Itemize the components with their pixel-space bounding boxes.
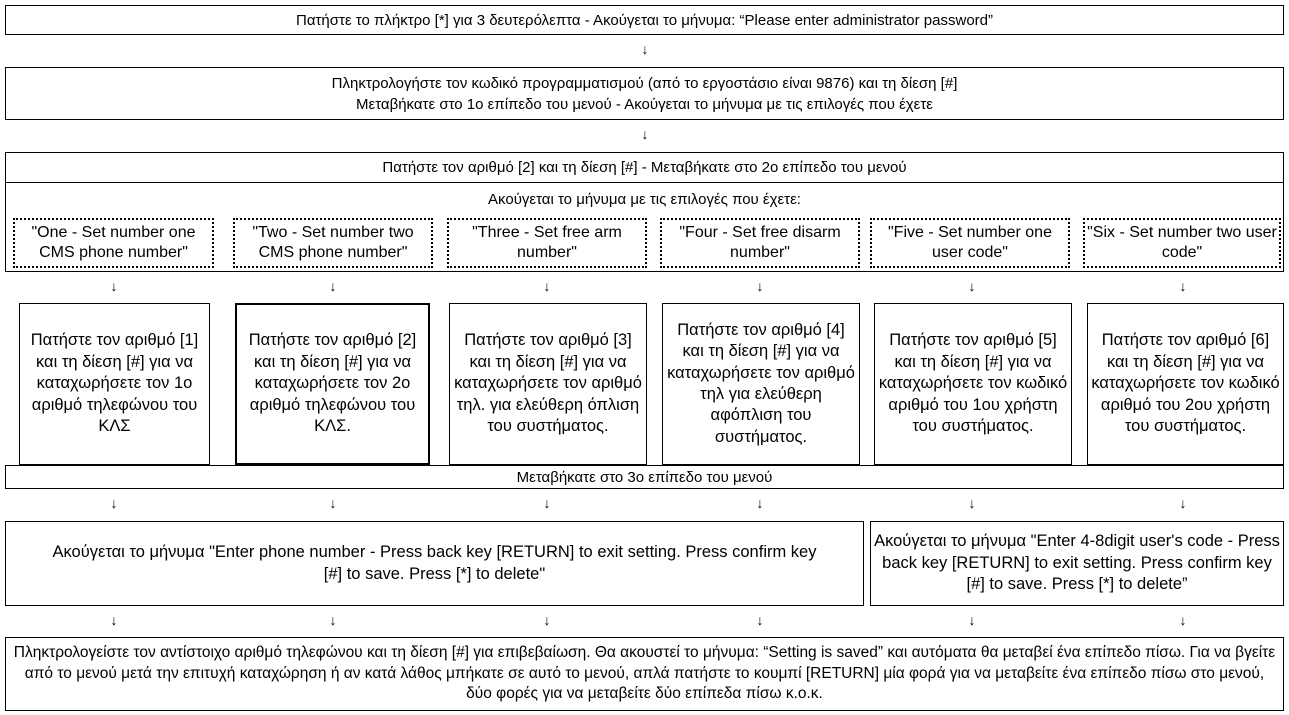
arrow-down-icon: ↓: [1179, 495, 1187, 511]
action-3-box: [449, 303, 647, 465]
arrow-down-icon: ↓: [543, 278, 551, 294]
arrow-down-icon: ↓: [756, 495, 764, 511]
user-prompt-box: [870, 521, 1284, 606]
phone-prompt-box: [5, 521, 864, 606]
action-4-text: Πατήστε τον αριθμό [4] και τη δίεση [#] για να καταχωρήσετε τον αριθμό τηλ για ελεύθερη αφόπλιση του συστήματος.: [667, 320, 855, 446]
arrow-down-icon: ↓: [110, 495, 118, 511]
arrow-down-icon: ↓: [641, 41, 649, 57]
arrow-down-icon: ↓: [968, 278, 976, 294]
final-box: [5, 637, 1284, 711]
arrow-down-icon: ↓: [1179, 612, 1187, 628]
step-2-line-2: Μεταβήκατε στο 1ο επίπεδο του μενού - Ακούγεται το μήνυμα με τις επιλογές που έχετε: [356, 95, 933, 113]
action-5-text: Πατήστε τον αριθμό [5] και τη δίεση [#] για να καταχωρήσετε τον κωδικό αριθμό του 1ου χρήστη του συστήματος.: [878, 331, 1068, 436]
action-6-box: [1087, 303, 1284, 465]
step-2-line-1: Πληκτρολογήστε τον κωδικό προγραμματισμού (από το εργοστάσιο είναι 9876) και τη δίεση [#]: [331, 74, 958, 92]
arrow-down-icon: ↓: [110, 278, 118, 294]
level-3-box: [5, 465, 1284, 489]
step-2-box: [5, 67, 1284, 120]
action-1-box: [19, 303, 210, 465]
option-5-text: "Five - Set number one user code": [888, 224, 1052, 261]
option-6-box: [1083, 218, 1281, 268]
arrow-down-icon: ↓: [110, 612, 118, 628]
arrow-down-icon: ↓: [329, 612, 337, 628]
option-2-text: "Two - Set number two CMS phone number": [252, 224, 414, 261]
options-header: Ακούγεται το μήνυμα με τις επιλογές που έχετε:: [488, 191, 801, 208]
step-1-box: [5, 5, 1284, 35]
option-3-box: [447, 218, 647, 268]
action-2-box: [235, 303, 430, 465]
option-1-text: "One - Set number one CMS phone number": [31, 224, 196, 261]
level-3-text: Μεταβήκατε στο 3ο επίπεδο του μενού: [516, 468, 773, 486]
option-6-text: "Six - Set number two user code": [1087, 224, 1277, 261]
action-4-box: [662, 303, 860, 465]
option-2-box: [233, 218, 433, 268]
action-2-text: Πατήστε τον αριθμό [2] και τη δίεση [#] για να καταχωρήσετε τον 2ο αριθμό τηλεφώνου του ΚΛΣ.: [248, 331, 417, 436]
option-4-box: [660, 218, 860, 268]
arrow-down-icon: ↓: [329, 495, 337, 511]
arrow-down-icon: ↓: [756, 612, 764, 628]
arrow-down-icon: ↓: [968, 612, 976, 628]
arrow-down-icon: ↓: [641, 126, 649, 142]
arrow-down-icon: ↓: [329, 278, 337, 294]
step-3-text: Πατήστε τον αριθμό [2] και τη δίεση [#] - Μεταβήκατε στο 2ο επίπεδο του μενού: [382, 159, 907, 176]
option-5-box: [870, 218, 1070, 268]
step-3-box: [5, 152, 1284, 183]
final-text: Πληκτρολογείστε τον αντίστοιχο αριθμό τηλεφώνου και τη δίεση [#] για επιβεβαίωση. Θα ακουστεί το μήνυμα: “Setting is saved” και αυτόματα θα μεταβεί ένα επίπεδο πίσω. Για να βγείτε από το μενού μετά την επιτυχή καταχώρηση ή αν κατά λάθος μπήκατε σε αυτό το μενού, απλά πατήστε το κουμπί [RETURN] μία φορά για να μεταβείτε ένα επίπεδο πίσω στο μενού, δύο φορές για να μεταβείτε δύο επίπεδα πίσω κ.ο.κ.: [13, 643, 1276, 703]
user-prompt-text: Ακούγεται το μήνυμα "Enter 4-8digit user's code - Press back key [RETURN] to exit setting. Press confirm key [#] to save. Press [*] to delete”: [874, 532, 1280, 594]
arrow-down-icon: ↓: [968, 495, 976, 511]
action-5-box: [874, 303, 1072, 465]
arrow-down-icon: ↓: [756, 278, 764, 294]
option-1-box: [13, 218, 214, 268]
action-1-text: Πατήστε τον αριθμό [1] και τη δίεση [#] για να καταχωρήσετε τον 1ο αριθμό τηλεφώνου του ΚΛΣ: [30, 331, 199, 436]
arrow-down-icon: ↓: [543, 612, 551, 628]
step-1-text: Πατήστε το πλήκτρο [*] για 3 δευτερόλεπτα - Ακούγεται το μήνυμα: “Please enter administrator password”: [295, 11, 994, 29]
action-3-text: Πατήστε τον αριθμό [3] και τη δίεση [#] για να καταχωρήσετε τον αριθμό τηλ. για ελεύθερη όπλιση του συστήματος.: [454, 331, 642, 436]
arrow-down-icon: ↓: [543, 495, 551, 511]
phone-prompt-text: Ακούγεται το μήνυμα "Enter phone number - Press back key [RETURN] to exit setting. Press confirm key [#] to save. Press [*] to delete": [52, 543, 817, 583]
option-3-text: "Three - Set free arm number": [472, 224, 622, 261]
action-6-text: Πατήστε τον αριθμό [6] και τη δίεση [#] για να καταχωρήσετε τον κωδικό αριθμό του 2ου χρήστη του συστήματος.: [1091, 331, 1280, 436]
option-4-text: "Four - Set free disarm number": [679, 224, 841, 261]
arrow-down-icon: ↓: [1179, 278, 1187, 294]
